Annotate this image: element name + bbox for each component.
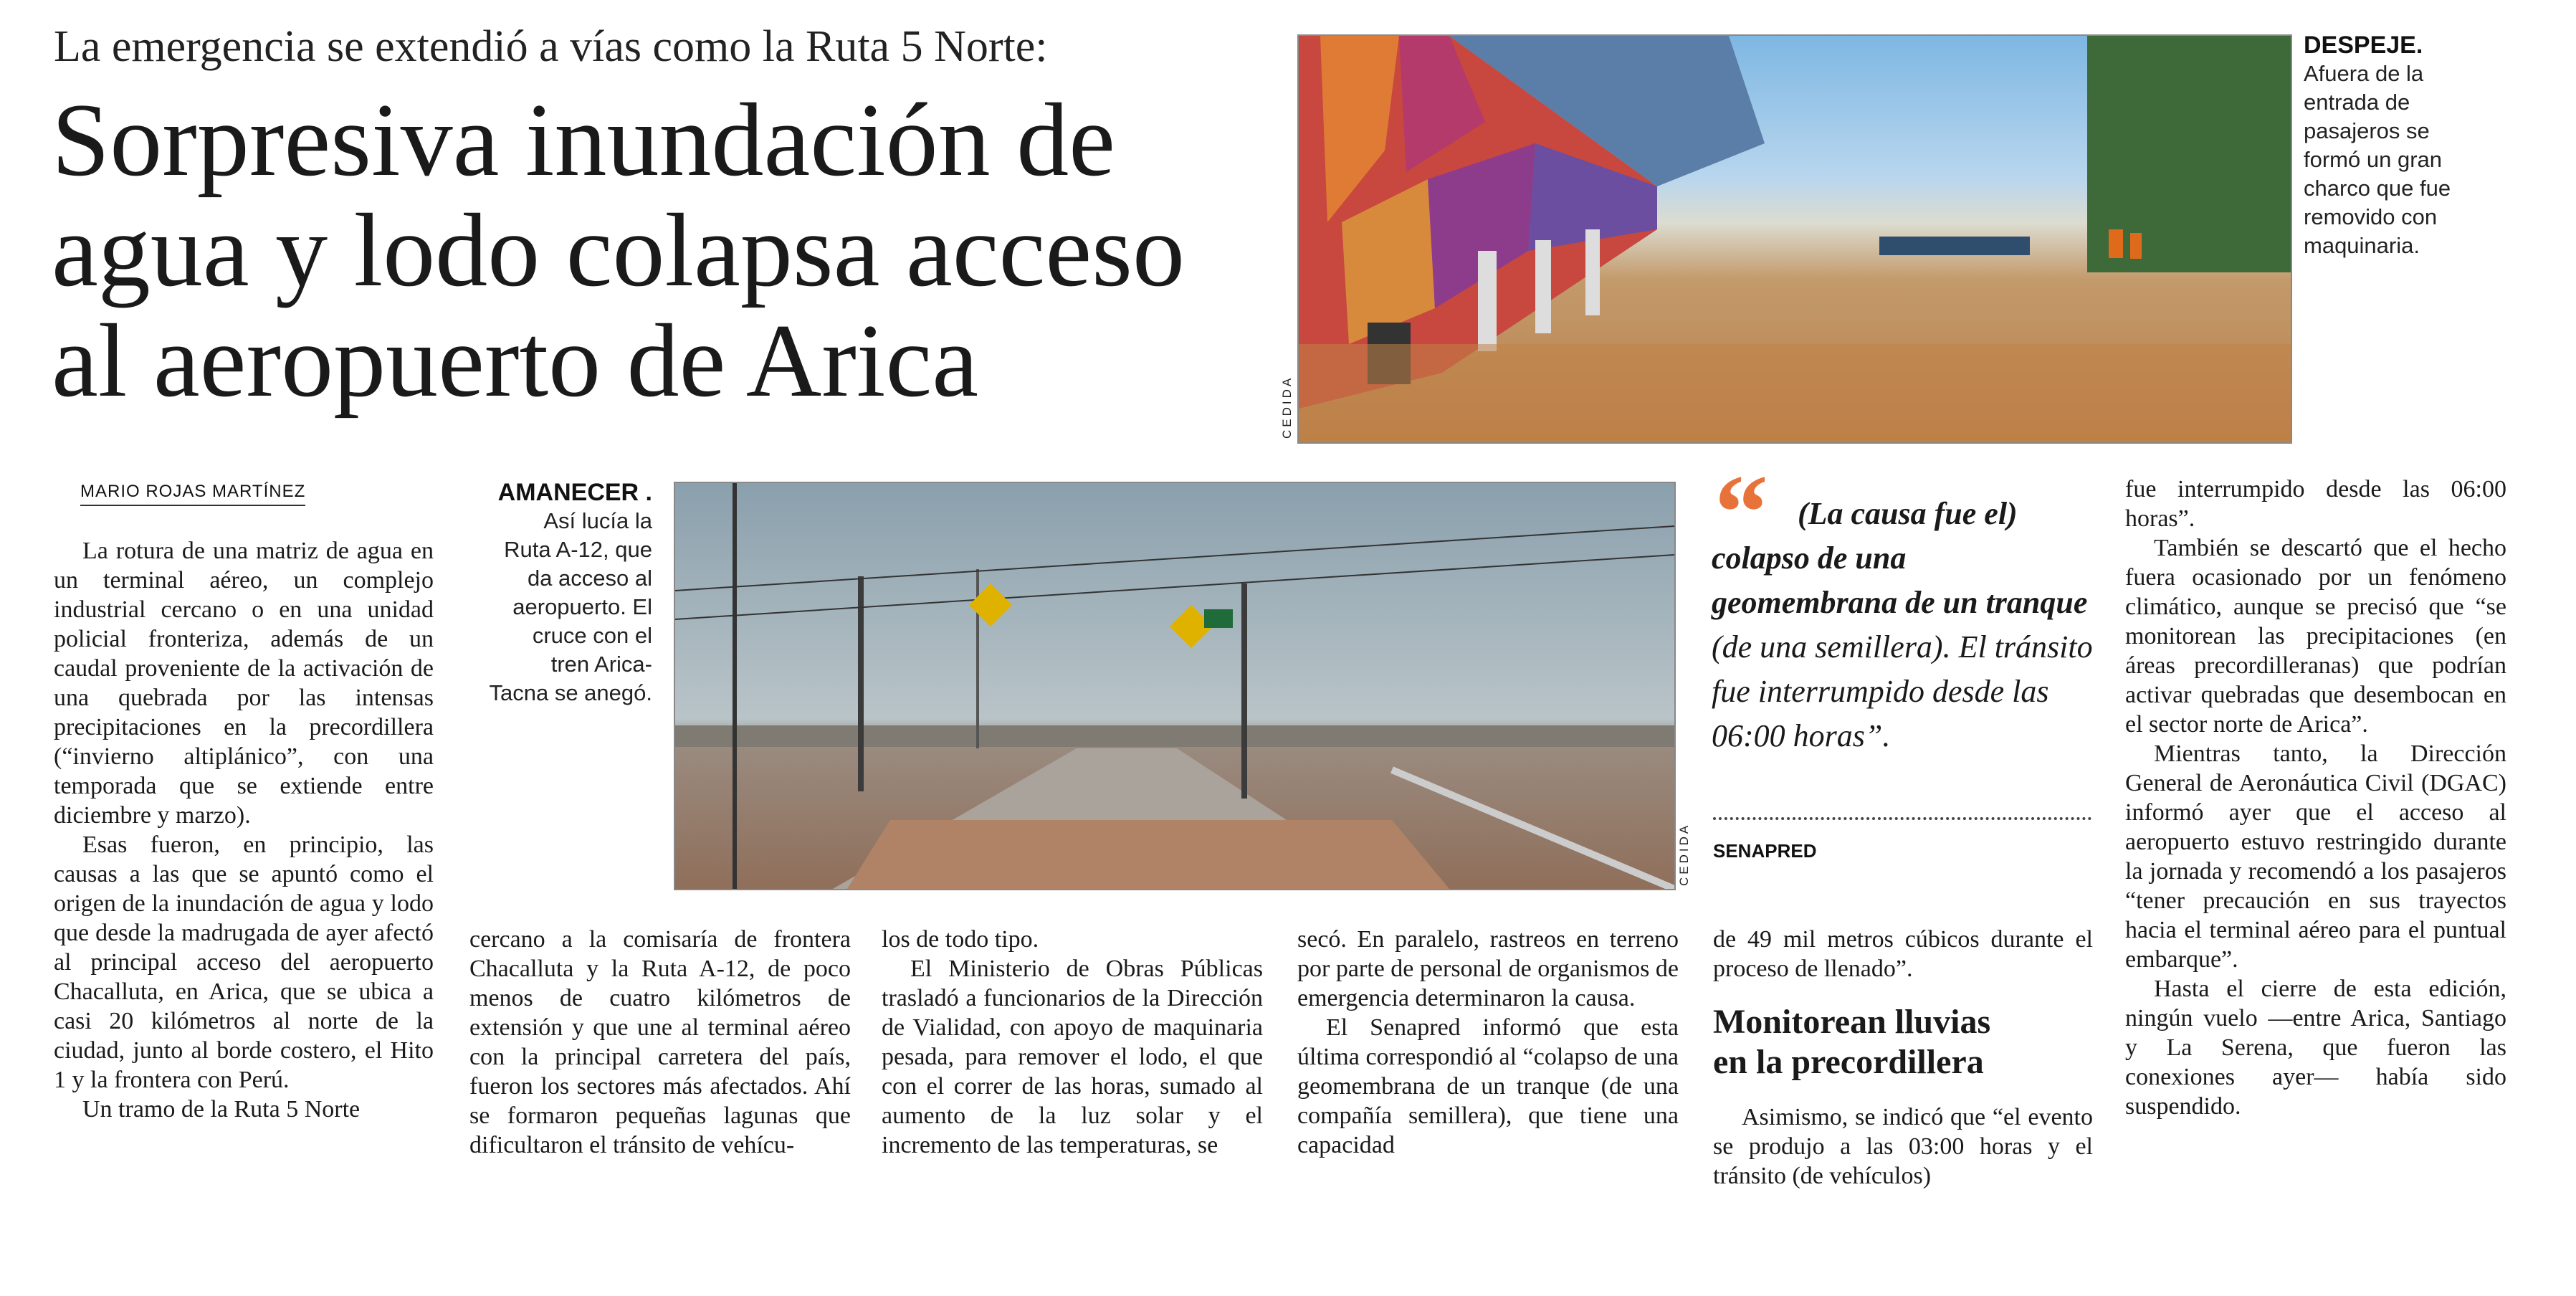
article-kicker: La emergencia se extendió a vías como la Ruta 5 Norte: xyxy=(54,22,1048,71)
paragraph: Hasta el cierre de esta edición, ningún vuelo —entre Arica, Santiago y La Serena, que fueron las conexiones ayer— había sido suspendido. xyxy=(2125,976,2506,1120)
flooded-road-photo xyxy=(674,482,1676,890)
airport-flood-photo xyxy=(1297,34,2292,444)
paragraph: secó. En paralelo, rastreos en terreno por parte de personal de organismos de emergencia determinaron la causa. xyxy=(1297,926,1679,1011)
article-column-6 xyxy=(2125,475,2506,1121)
road-photo-credit: CEDIDA xyxy=(1677,822,1691,886)
headline-line-1: Sorpresiva inundación de xyxy=(52,82,1115,198)
paragraph: La rotura de una matriz de agua en un terminal aéreo, un complejo industrial cercano o en una unidad policial fronteriza, además de un caudal proveniente de la activación de una quebrada por las intensas precipitaciones en la precordillera (“invierno altiplánico”, con una temporada que se extiende entre diciembre y marzo). xyxy=(54,538,434,829)
airport-caption-line: charco que fue xyxy=(2304,176,2451,201)
paragraph: Un tramo de la Ruta 5 Norte xyxy=(82,1096,361,1123)
article-column-2 xyxy=(469,925,851,1160)
pull-quote-source: SENAPRED xyxy=(1713,840,1817,862)
article-column-5b xyxy=(1713,1102,2093,1191)
subhead-line-1: Monitorean lluvias xyxy=(1713,1003,1991,1041)
road-caption-line: tren Arica- xyxy=(550,652,652,677)
paragraph: cercano a la comisaría de frontera Chacalluta y la Ruta A-12, de poco menos de cuatro kilómetros de extensión y que une al terminal aéreo con la principal carretera del país, fueron los sectores más afectados. Ahí se formaron pequeñas lagunas que dificultaron el tránsito de vehícu- xyxy=(469,926,851,1158)
road-photo-caption xyxy=(459,479,652,707)
airport-photo-credit: CEDIDA xyxy=(1280,375,1294,439)
article-column-1 xyxy=(54,536,434,1124)
airport-caption-line: Afuera de la xyxy=(2304,61,2424,86)
paragraph: los de todo tipo. xyxy=(882,926,1039,953)
road-caption-line: aeropuerto. El xyxy=(512,594,652,619)
byline: MARIO ROJAS MARTÍNEZ xyxy=(80,482,305,506)
headline-line-3: al aeropuerto de Arica xyxy=(52,302,979,419)
airport-caption-title: DESPEJE. xyxy=(2304,32,2423,59)
paragraph: El Senapred informó que esta última correspondió al “colapso de una geomembrana de un tranque (de una compañía semillera), que tiene una capacidad xyxy=(1297,1014,1679,1158)
subhead-line-2: en la precordillera xyxy=(1713,1043,1984,1081)
headline-line-2: agua y lodo colapsa acceso xyxy=(52,192,1185,308)
paragraph: También se descartó que el hecho fuera ocasionado por un fenómeno climático, aunque se precisó que “se monitorean las precipitaciones (en áreas precordilleranas) que podrían activar quebradas que desembocan en el sector norte de Arica”. xyxy=(2125,535,2506,738)
road-caption-line: Así lucía la xyxy=(543,508,652,533)
airport-caption-line: formó un gran xyxy=(2304,147,2442,172)
airport-caption-line: entrada de xyxy=(2304,90,2410,115)
paragraph: fue interrumpido desde las 06:00 horas”. xyxy=(2125,476,2506,532)
airport-photo-illustration xyxy=(1299,36,2291,442)
pull-quote-rest: (de una semillera). El tránsito fue interrumpido desde las 06:00 horas”. xyxy=(1712,629,2093,753)
article-column-5 xyxy=(1713,925,2093,983)
paragraph: Asimismo, se indicó que “el evento se produjo a las 03:00 horas y el tránsito (de vehículos) xyxy=(1713,1104,2093,1189)
pull-quote xyxy=(1712,492,2099,758)
article-headline xyxy=(52,82,1299,419)
article-column-4 xyxy=(1297,925,1679,1160)
paragraph: Esas fueron, en principio, las causas a las que se apuntó como el origen de la inundación de agua y lodo que desde la madrugada de ayer afectó al principal acceso del aeropuerto Chacalluta, en Arica, que se ubica a casi 20 kilómetros al norte de la ciudad, junto al borde costero, el Hito 1 y la frontera con Perú. xyxy=(54,832,434,1093)
pull-quote-bold: (La causa fue el) colapso de una geomembrana de un tranque xyxy=(1712,496,2088,620)
quote-mark-icon: “ xyxy=(1714,453,1768,572)
road-caption-line: Ruta A-12, que xyxy=(504,537,652,562)
article-column-3 xyxy=(882,925,1263,1160)
paragraph: Mientras tanto, la Dirección General de Aeronáutica Civil (DGAC) informó ayer que el acceso al aeropuerto estuvo restringido durante la jornada y recomendó a los pasajeros “tener precaución en sus trayectos hacia el terminal aéreo para el puntual embarque”. xyxy=(2125,740,2506,973)
paragraph: El Ministerio de Obras Públicas trasladó a funcionarios de la Dirección de Vialidad, con apoyo de maquinaria pesada, para remover el lodo, el que con el correr de las horas, sumado al aumento de la luz solar y el incremento de las temperaturas, se xyxy=(882,956,1263,1158)
road-caption-title: AMANECER . xyxy=(497,479,652,506)
road-caption-line: cruce con el xyxy=(532,623,652,648)
airport-photo-caption xyxy=(2304,32,2483,260)
road-caption-line: Tacna se anegó. xyxy=(489,680,652,705)
airport-caption-line: removido con xyxy=(2304,204,2438,229)
road-photo-illustration xyxy=(675,483,1674,889)
road-caption-line: da acceso al xyxy=(527,566,652,591)
quote-divider xyxy=(1713,817,2091,820)
section-subhead xyxy=(1713,1002,2114,1082)
airport-caption-line: maquinaria. xyxy=(2304,233,2420,258)
airport-caption-line: pasajeros se xyxy=(2304,118,2430,143)
paragraph: de 49 mil metros cúbicos durante el proceso de llenado”. xyxy=(1713,926,2093,982)
